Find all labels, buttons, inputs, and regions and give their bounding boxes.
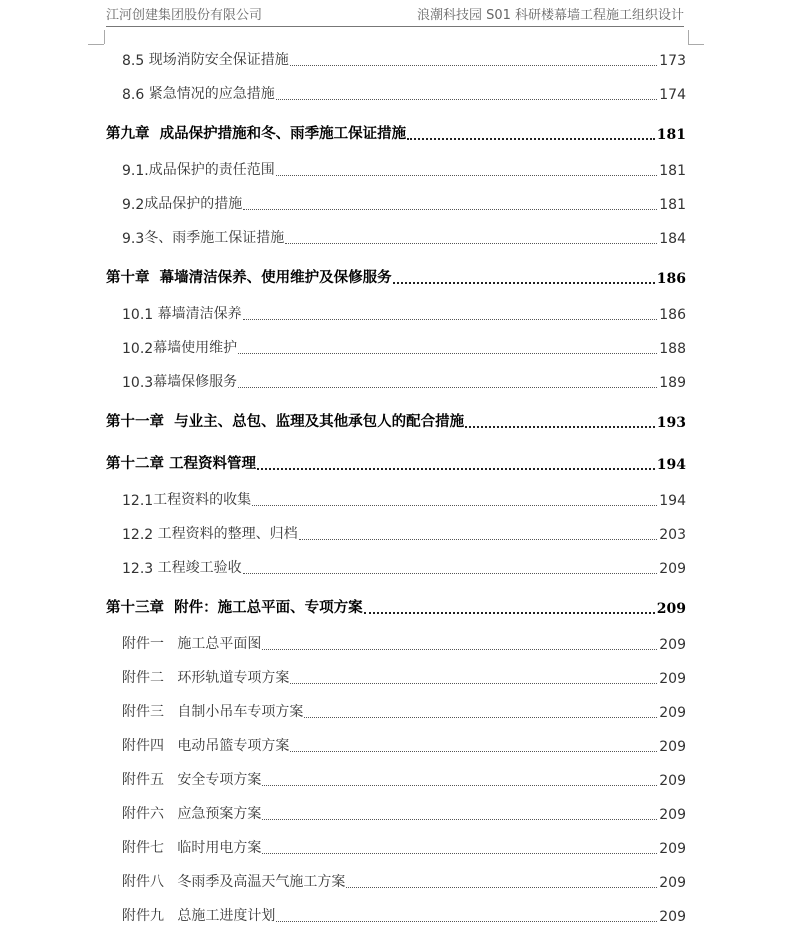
- header-document-title: 浪潮科技园 S01 科研楼幕墙工程施工组织设计: [416, 8, 684, 23]
- toc-section-entry[interactable]: [106, 76, 686, 110]
- toc-page-number: 193: [656, 415, 686, 431]
- toc-dot-leader: [290, 683, 657, 684]
- toc-entry-number: 第十章: [106, 269, 160, 286]
- toc-page-number: 209: [659, 671, 686, 687]
- toc-section-entry[interactable]: [106, 296, 686, 330]
- toc-page-number: 194: [656, 457, 686, 473]
- toc-section-entry[interactable]: [106, 660, 686, 694]
- toc-dot-leader: [257, 468, 655, 470]
- toc-entry-number: 附件四: [122, 738, 178, 754]
- toc-entry-number: 8.5: [122, 53, 149, 69]
- table-of-contents: [106, 42, 686, 932]
- toc-entry-number: 附件二: [122, 670, 178, 686]
- toc-dot-leader: [465, 426, 655, 428]
- toc-dot-leader: [243, 209, 657, 210]
- toc-page-number: 174: [659, 87, 686, 103]
- toc-entry-title: 施工总平面图: [177, 636, 262, 652]
- toc-entry-title: 现场消防安全保证措施: [148, 52, 289, 68]
- toc-entry-number: 附件三: [122, 704, 178, 720]
- toc-entry-title: 成品保护的措施: [144, 196, 243, 212]
- toc-page-number: 189: [659, 375, 686, 391]
- toc-section-entry[interactable]: [106, 186, 686, 220]
- toc-page-number: 209: [659, 875, 686, 891]
- toc-section-entry[interactable]: [106, 550, 686, 584]
- toc-section-entry[interactable]: [106, 694, 686, 728]
- toc-entry-number: 8.6: [122, 87, 149, 103]
- toc-page-number: 209: [659, 739, 686, 755]
- toc-dot-leader: [407, 138, 655, 140]
- toc-entry-number: 附件六: [122, 806, 178, 822]
- toc-dot-leader: [290, 751, 657, 752]
- toc-page-number: 209: [659, 773, 686, 789]
- toc-dot-leader: [238, 387, 657, 388]
- toc-page-number: 209: [659, 637, 686, 653]
- header-company: 江河创建集团股份有限公司: [106, 8, 263, 23]
- toc-dot-leader: [243, 573, 658, 574]
- toc-dot-leader: [304, 717, 657, 718]
- toc-entry-title: 成品保护措施和冬、雨季施工保证措施: [159, 125, 407, 142]
- toc-dot-leader: [262, 819, 657, 820]
- toc-entry-title: 紧急情况的应急措施: [148, 86, 275, 102]
- toc-page-number: 181: [659, 197, 686, 213]
- toc-entry-title: 自制小吊车专项方案: [177, 704, 304, 720]
- toc-entry-number: 12.1: [122, 493, 154, 509]
- toc-page-number: 181: [659, 163, 686, 179]
- toc-entry-number: 附件九: [122, 908, 178, 924]
- toc-entry-number: 9.3: [122, 231, 145, 247]
- toc-entry-title: 与业主、总包、监理及其他承包人的配合措施: [174, 413, 465, 430]
- toc-dot-leader: [243, 319, 658, 320]
- toc-dot-leader: [364, 612, 655, 614]
- toc-entry-number: 10.2: [122, 341, 154, 357]
- toc-dot-leader: [262, 853, 657, 854]
- toc-entry-title: 应急预案方案: [177, 806, 262, 822]
- toc-section-entry[interactable]: [106, 330, 686, 364]
- toc-dot-leader: [238, 353, 657, 354]
- toc-dot-leader: [285, 243, 657, 244]
- toc-dot-leader: [393, 282, 655, 284]
- toc-entry-number: 第十二章: [106, 455, 170, 472]
- toc-section-entry[interactable]: [106, 830, 686, 864]
- toc-entry-title: 临时用电方案: [177, 840, 262, 856]
- toc-chapter-entry[interactable]: [106, 440, 686, 482]
- toc-dot-leader: [290, 65, 658, 66]
- toc-section-entry[interactable]: [106, 516, 686, 550]
- toc-dot-leader: [299, 539, 658, 540]
- toc-page-number: 186: [659, 307, 686, 323]
- toc-entry-number: 第十一章: [106, 413, 175, 430]
- toc-page-number: 173: [659, 53, 686, 69]
- toc-section-entry[interactable]: [106, 864, 686, 898]
- toc-page-number: 209: [659, 909, 686, 925]
- toc-entry-number: 附件七: [122, 840, 178, 856]
- toc-dot-leader: [346, 887, 657, 888]
- toc-entry-number: 9.2: [122, 197, 145, 213]
- crop-mark-right-vertical: [688, 30, 689, 44]
- toc-entry-title: 环形轨道专项方案: [177, 670, 290, 686]
- toc-entry-number: 附件八: [122, 874, 178, 890]
- toc-entry-number: 10.3: [122, 375, 154, 391]
- toc-page-number: 181: [656, 127, 686, 143]
- toc-entry-number: 附件一: [122, 636, 178, 652]
- crop-mark-left: [88, 44, 104, 45]
- header-rule: [106, 26, 684, 27]
- toc-page-number: 209: [659, 561, 686, 577]
- toc-entry-title: 成品保护的责任范围: [148, 162, 275, 178]
- toc-entry-title: 工程资料的收集: [153, 492, 252, 508]
- toc-entry-title: 幕墙清洁保养、使用维护及保修服务: [159, 269, 392, 286]
- toc-page-number: 184: [659, 231, 686, 247]
- toc-dot-leader: [262, 785, 657, 786]
- toc-page-number: 209: [659, 807, 686, 823]
- toc-entry-title: 工程资料的整理、归档: [157, 526, 298, 542]
- toc-dot-leader: [276, 921, 657, 922]
- toc-section-entry[interactable]: [106, 762, 686, 796]
- toc-entry-title: 工程竣工验收: [157, 560, 242, 576]
- toc-entry-number: 第十三章: [106, 599, 175, 616]
- toc-page-number: 209: [659, 841, 686, 857]
- toc-entry-title: 附件：施工总平面、专项方案: [174, 599, 363, 616]
- toc-section-entry[interactable]: [106, 220, 686, 254]
- toc-chapter-entry[interactable]: [106, 254, 686, 296]
- toc-dot-leader: [252, 505, 657, 506]
- toc-section-entry[interactable]: [106, 42, 686, 76]
- toc-section-entry[interactable]: [106, 364, 686, 398]
- toc-chapter-entry[interactable]: [106, 584, 686, 626]
- toc-page-number: 209: [659, 705, 686, 721]
- toc-entry-number: 附件五: [122, 772, 178, 788]
- toc-page-number: 188: [659, 341, 686, 357]
- toc-chapter-entry[interactable]: [106, 398, 686, 440]
- toc-section-entry[interactable]: [106, 728, 686, 762]
- toc-dot-leader: [262, 649, 657, 650]
- toc-page-number: 194: [659, 493, 686, 509]
- toc-chapter-entry[interactable]: [106, 110, 686, 152]
- toc-entry-title: 工程资料管理: [169, 455, 257, 472]
- crop-mark-right: [688, 44, 704, 45]
- toc-dot-leader: [276, 99, 658, 100]
- toc-section-entry[interactable]: [106, 152, 686, 186]
- toc-section-entry[interactable]: [106, 898, 686, 932]
- toc-entry-number: 10.1: [122, 307, 158, 323]
- toc-entry-number: 9.1.: [122, 163, 149, 179]
- toc-entry-title: 冬、雨季施工保证措施: [144, 230, 285, 246]
- crop-mark-left-vertical: [104, 30, 105, 44]
- toc-entry-title: 总施工进度计划: [177, 908, 276, 924]
- toc-entry-title: 冬雨季及高温天气施工方案: [177, 874, 346, 890]
- toc-entry-title: 幕墙清洁保养: [157, 306, 242, 322]
- toc-section-entry[interactable]: [106, 796, 686, 830]
- toc-entry-number: 第九章: [106, 125, 160, 142]
- toc-page-number: 203: [659, 527, 686, 543]
- toc-entry-title: 幕墙保修服务: [153, 374, 238, 390]
- toc-dot-leader: [276, 175, 658, 176]
- toc-page-number: 186: [656, 271, 686, 287]
- toc-section-entry[interactable]: [106, 626, 686, 660]
- toc-entry-title: 安全专项方案: [177, 772, 262, 788]
- toc-entry-title: 电动吊篮专项方案: [177, 738, 290, 754]
- toc-entry-number: 12.3: [122, 561, 158, 577]
- toc-entry-title: 幕墙使用维护: [153, 340, 238, 356]
- toc-page-number: 209: [656, 601, 686, 617]
- toc-section-entry[interactable]: [106, 482, 686, 516]
- toc-entry-number: 12.2: [122, 527, 158, 543]
